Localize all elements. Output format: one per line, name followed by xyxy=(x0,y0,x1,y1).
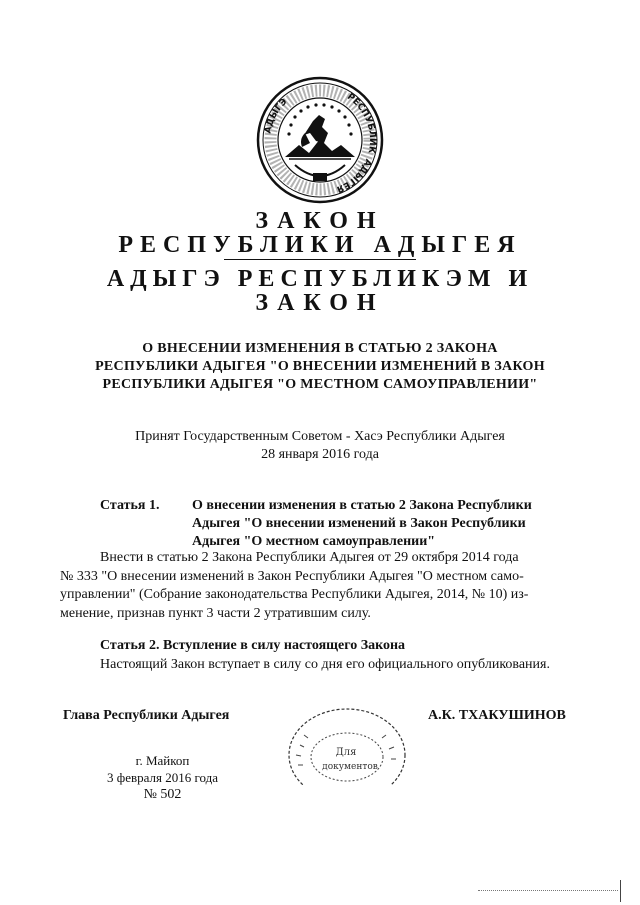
title-divider xyxy=(224,259,416,260)
law-number: № 502 xyxy=(143,787,182,802)
article1-title-line: Адыгея "О местном самоуправлении" xyxy=(192,534,436,549)
law-title-line4: ЗАКОН xyxy=(255,290,385,316)
svg-text:АДЫГЕЯ xyxy=(335,157,373,194)
scan-edge-mark xyxy=(620,880,621,902)
signatory-position: Глава Республики Адыгея xyxy=(63,708,230,723)
place-and-date xyxy=(95,752,230,803)
official-stamp-icon xyxy=(286,705,408,785)
adygea-coat-of-arms-icon xyxy=(255,75,385,205)
law-title-line1: ЗАКОН xyxy=(255,208,385,234)
article1-title xyxy=(192,497,578,551)
city: г. Майкоп xyxy=(135,753,190,768)
article1-title-line: Адыгея "О внесении изменений в Закон Республики xyxy=(192,516,526,531)
article1-label: Статья 1. xyxy=(100,498,160,513)
law-subject-line1: О ВНЕСЕНИИ ИЗМЕНЕНИЯ В СТАТЬЮ 2 ЗАКОНА xyxy=(142,341,498,356)
stamp-text-line2: документов xyxy=(322,762,378,772)
article1-body-line: менение, признав пункт 3 части 2 утратившим силу. xyxy=(60,605,371,621)
adoption-date: 28 января 2016 года xyxy=(261,447,379,462)
law-title-line3: АДЫГЭ РЕСПУБЛИКЭМ И xyxy=(106,266,534,292)
law-title-line2: РЕСПУБЛИКИ АДЫГЕЯ xyxy=(118,232,522,258)
article2-heading: Статья 2. Вступление в силу настоящего Закона xyxy=(100,638,406,653)
article1-body-line: Внести в статью 2 Закона Республики Адыгея от 29 октября 2014 года xyxy=(100,550,519,565)
law-subject-line3: РЕСПУБЛИКИ АДЫГЕЯ "О МЕСТНОМ САМОУПРАВЛЕНИИ" xyxy=(102,377,538,392)
article1-body xyxy=(60,549,578,623)
article1-body-line: управлении" (Собрание законодательства Республики Адыгея, 2014, № 10) из- xyxy=(60,587,529,602)
adoption-note xyxy=(60,428,580,464)
law-subject xyxy=(60,340,580,394)
emblem-ring-text-top: РЕСПУБЛИК xyxy=(345,92,378,155)
signing-date: 3 февраля 2016 года xyxy=(107,770,218,785)
stamp-text-line1: Для xyxy=(335,747,357,758)
article1-body-line: № 333 "О внесении изменений в Закон Республики Адыгея "О местном само- xyxy=(60,568,524,584)
adoption-note-line1: Принят Государственным Советом - Хасэ Республики Адыгея xyxy=(135,429,505,444)
scan-artifact-line xyxy=(478,890,618,893)
article1-title-line: О внесении изменения в статью 2 Закона Республики xyxy=(192,498,532,513)
article2-body: Настоящий Закон вступает в силу со дня его официального опубликования. xyxy=(100,656,550,672)
article2 xyxy=(100,637,550,674)
law-subject-line2: РЕСПУБЛИКИ АДЫГЕЯ "О ВНЕСЕНИИ ИЗМЕНЕНИЙ В ЗАКОН xyxy=(95,359,545,374)
emblem-ring-text-left: АДЫГЭ xyxy=(263,97,290,135)
signatory-name: А.К. ТХАКУШИНОВ xyxy=(428,708,566,723)
emblem-ring-text-right: АДЫГЕЯ xyxy=(335,157,373,194)
